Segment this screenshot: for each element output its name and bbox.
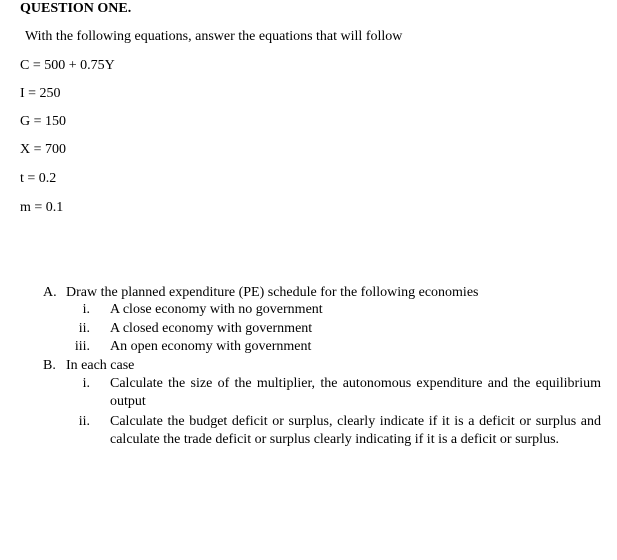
section-a-text: Draw the planned expenditure (PE) schedule for the following economies — [66, 285, 479, 300]
equation-investment: I = 250 — [20, 86, 61, 101]
intro-text: With the following equations, answer the equations that will follow — [25, 29, 403, 44]
section-a-item-marker: i. — [82, 302, 90, 317]
equation-government: G = 150 — [20, 114, 67, 129]
question-title: QUESTION ONE. — [20, 1, 132, 16]
section-a-item-marker: ii. — [78, 321, 90, 336]
section-b-marker: B. — [43, 358, 56, 373]
equation-import-propensity: m = 0.1 — [20, 200, 64, 215]
equation-exports: X = 700 — [20, 142, 67, 157]
section-b-item-marker: i. — [82, 376, 90, 391]
section-a-item-text: An open economy with government — [110, 339, 312, 354]
section-a-marker: A. — [43, 285, 57, 300]
section-b-item-text: Calculate the size of the multiplier, the autonomous expenditure and the equilibrium output — [110, 376, 601, 409]
section-a-item-text: A close economy with no government — [110, 302, 323, 317]
section-a-item-marker: iii. — [74, 339, 90, 354]
equation-consumption: C = 500 + 0.75Y — [20, 58, 115, 73]
section-b-item-text: Calculate the budget deficit or surplus, clearly indicate if it is a deficit or surplus and calculate the trade deficit or surplus clearly indicating if it is a deficit or surplus. — [110, 414, 601, 447]
section-b-item-marker: ii. — [78, 414, 90, 429]
section-b-text: In each case — [66, 358, 135, 373]
section-a-item-text: A closed economy with government — [110, 321, 313, 336]
equation-tax-rate: t = 0.2 — [20, 171, 57, 186]
